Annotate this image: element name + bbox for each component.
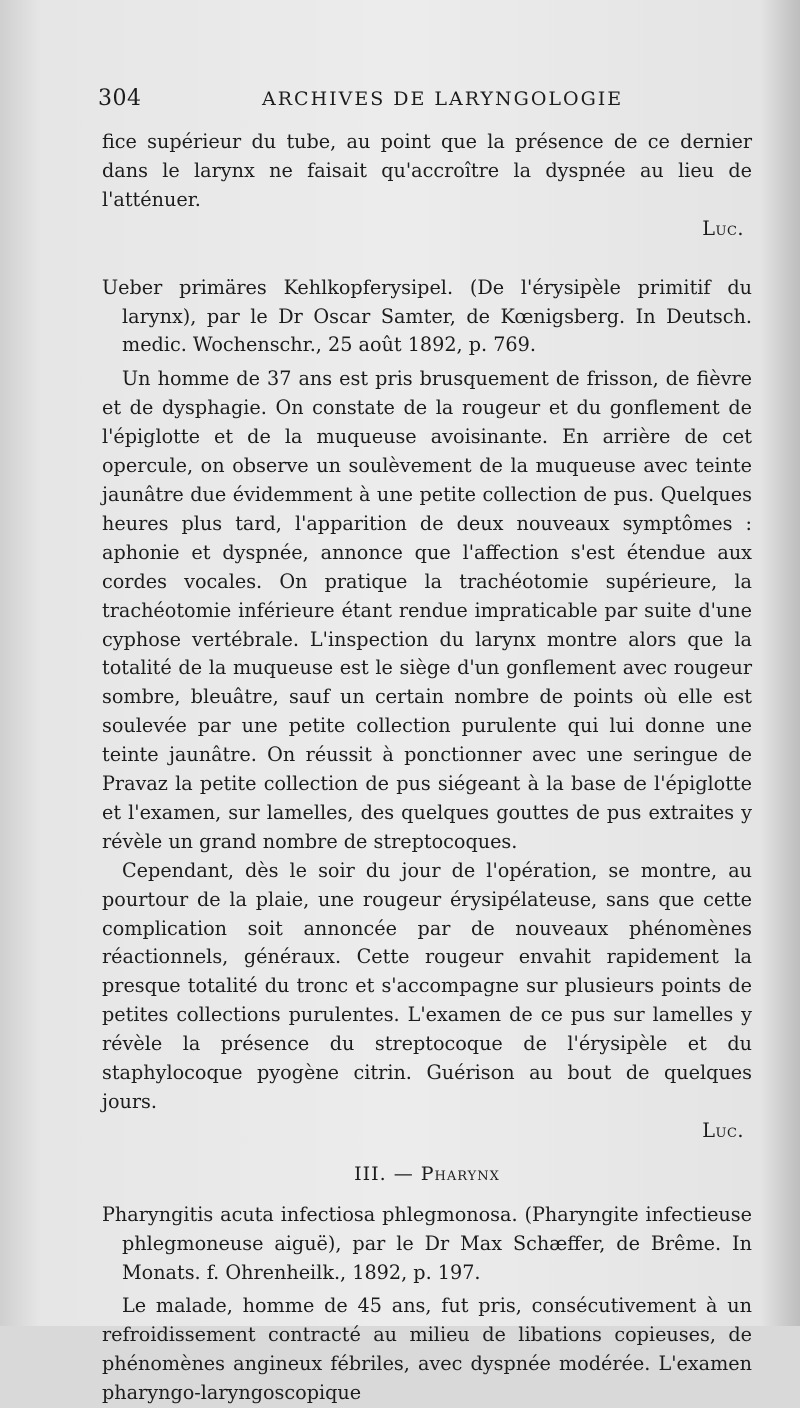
page-header (98, 86, 740, 118)
article-title: Ueber primäres Kehlkopferysipel. (102, 275, 454, 299)
author-prefix: Dr (278, 304, 303, 328)
article-heading (102, 274, 752, 361)
citation: 25 août 1892, p. 769. (328, 333, 536, 357)
section-numeral: III. — (354, 1162, 414, 1185)
article-schaeffer (102, 1201, 752, 1408)
author-name: Oscar Samter, (313, 304, 456, 328)
article-heading (102, 1201, 752, 1288)
author-prefix: Dr (424, 1231, 450, 1255)
body-paragraph: Cependant, dès le soir du jour de l'opération, se montre, au pourtour de la plaie, une rougeur érysipélateuse, sans que cette complication soit annoncée par de nouveaux phénomènes réactionnels, généraux. Cette rougeur envahit rapidement la presque totalité du tronc et s'accompagne sur plusieurs points de petites collections purulentes. L'examen de ce pus sur lamelles y révèle la présence du streptocoque de l'érysipèle et du staphylocoque pyogène citrin. Guérison au bout de quelques jours. (102, 858, 752, 1113)
article-title: Pharyngitis acuta infectiosa phlegmonosa. (102, 1202, 518, 1226)
author-location: de Kœnigsberg. In (466, 304, 656, 328)
body-paragraph: Un homme de 37 ans est pris brusquement de frisson, de fièvre et de dysphagie. On constate de la rougeur et du gonflement de l'épiglotte et de la muqueuse avoisinante. En arrière de cet opercule, on observe un soulèvement de la muqueuse avec teinte jaunâtre due évidemment à une petite collection de pus. Quelques heures plus tard, l'apparition de deux nouveaux symptômes : aphonie et dyspnée, annonce que l'affection s'est étendue aux cordes vocales. On pratique la trachéotomie supérieure, la trachéotomie inférieure étant rendue impraticable par suite d'une cyphose vertébrale. L'inspection du larynx montre alors que la totalité de la muqueuse est le siège d'un gonflement avec rougeur sombre, bleuâtre, sauf un certain nombre de points où elle est soulevée par une petite collection purulente qui lui donne une teinte jaunâtre. On réussit à ponctionner avec une seringue de Pravaz la petite collection de pus siégeant à la base de l'épiglotte et l'examen, sur lamelles, des quelques gouttes de pus extraites y révèle un grand nombre de streptocoques. (102, 367, 752, 853)
page-content (102, 128, 752, 1408)
article-translated-title: (De l'érysipèle primitif du larynx), (122, 275, 752, 328)
author-by: par le (206, 304, 268, 328)
journal-name: Monats. f. Ohrenheilk., (122, 1260, 347, 1284)
running-head: ARCHIVES DE LARYNGOLOGIE (262, 88, 624, 110)
continuation-paragraph: fice supérieur du tube, au point que la présence de ce dernier dans le larynx ne faisait qu'accroître la dyspnée au lieu de l'atténuer. (102, 130, 752, 211)
body-paragraph: Le malade, homme de 45 ans, fut pris, consécutivement à un refroidissement contracté au milieu de libations copieuses, de phénomènes angineux fébriles, avec dyspnée modérée. L'examen pharyngo-laryngoscopique (102, 1294, 752, 1405)
author-name: Max Schæffer, (460, 1231, 606, 1255)
author-by: par le (352, 1231, 414, 1255)
citation: 1892, p. 197. (352, 1260, 481, 1284)
signature: Luc. (702, 1118, 744, 1142)
page-number: 304 (98, 86, 142, 111)
article-translated-title: (Pharyngite infectieuse phlegmoneuse aiguë), (122, 1202, 752, 1255)
signature: Luc. (702, 216, 744, 240)
author-location: de Brême. In (616, 1231, 752, 1255)
article-samter (102, 274, 752, 1146)
section-title: Pharynx (420, 1162, 500, 1185)
journal-name: Deutsch. medic. Wochenschr., (122, 304, 752, 357)
section-heading (102, 1160, 752, 1189)
